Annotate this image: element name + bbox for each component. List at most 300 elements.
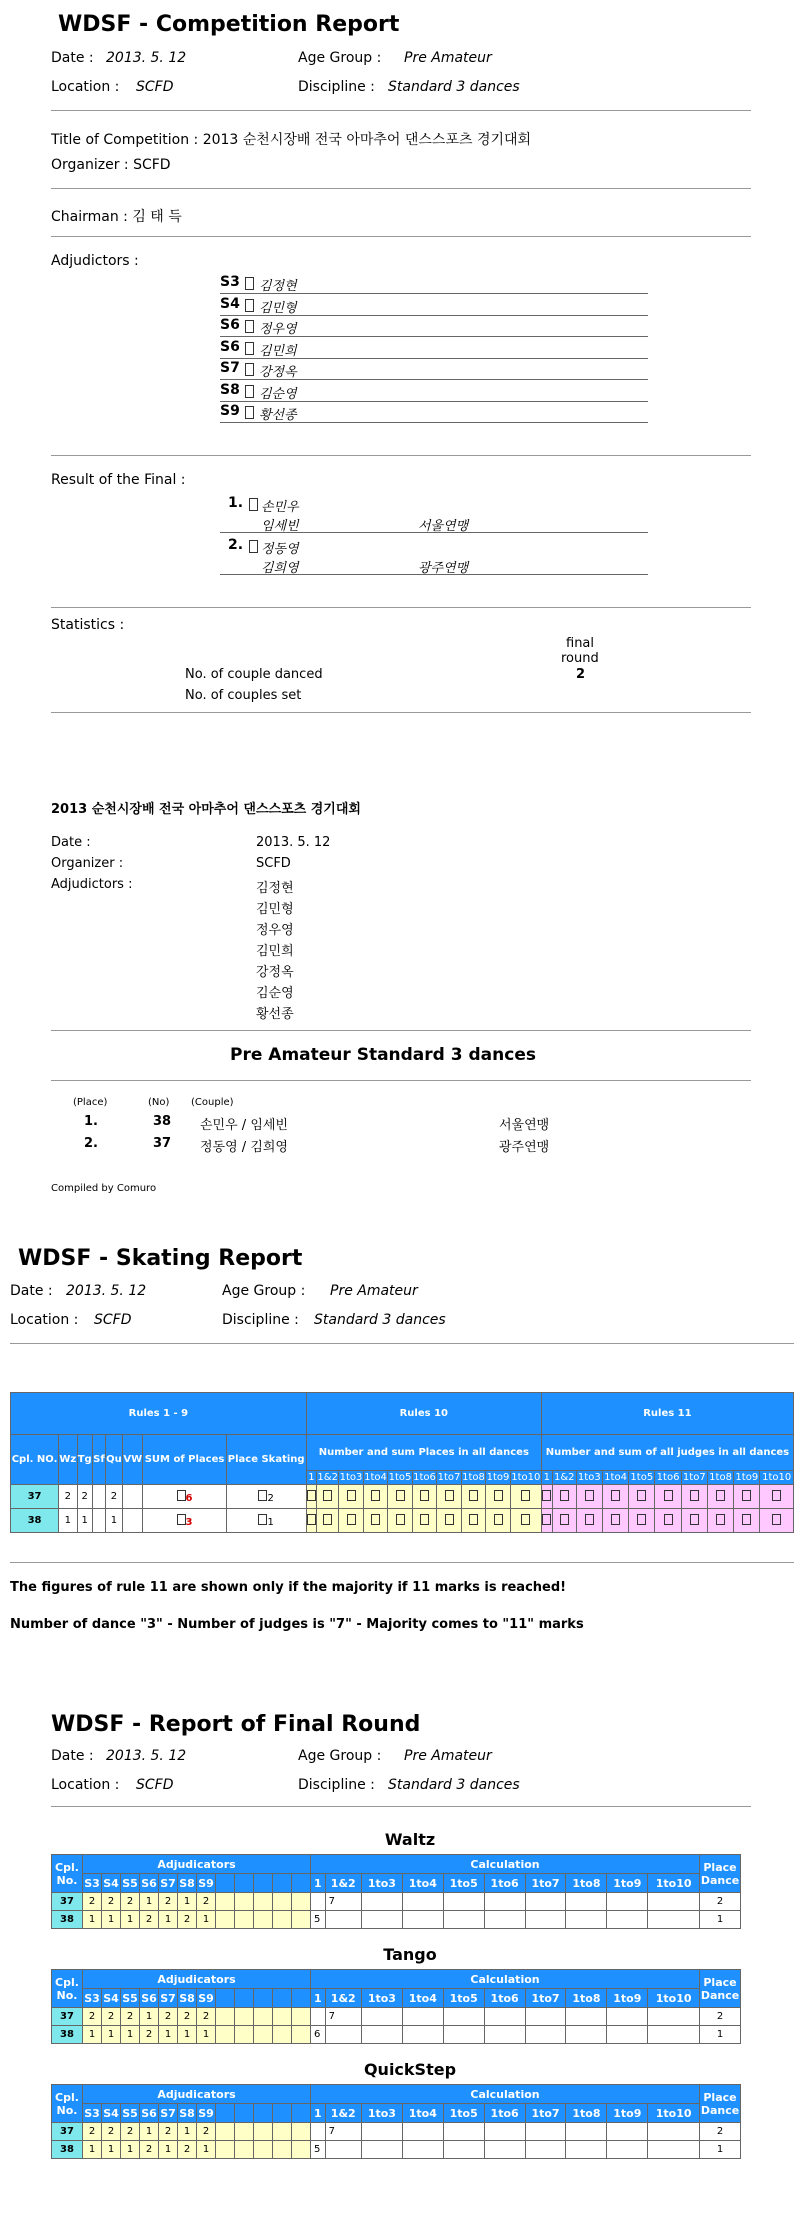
competition-title: Title of Competition : 2013 순천시장배 전국 아마추어 댄스스포츠 경기대회 — [51, 132, 532, 148]
fr-date: 2013. 5. 12 — [106, 1748, 187, 1764]
rule11-cell — [541, 1509, 552, 1533]
judge-header: S8 — [178, 1989, 197, 2008]
summary-adjudicator: 김순영 — [256, 986, 294, 1001]
rule10-cell — [339, 1509, 364, 1533]
summary-club: 서울연맹 — [499, 1118, 550, 1133]
calc-col-header: 1to4 — [402, 1989, 443, 2008]
judge-mark: 2 — [159, 2123, 178, 2141]
cpl-no-header: Cpl. No. — [52, 1855, 83, 1893]
rule11-cell — [629, 1485, 655, 1509]
rule10-cell — [306, 1485, 316, 1509]
empty-judge-cell — [254, 1911, 273, 1929]
calc-col-header: 1to4 — [402, 2104, 443, 2123]
judge-mark: 1 — [178, 2123, 197, 2141]
judge-header: S9 — [197, 1874, 216, 1893]
calc-cell — [525, 2008, 566, 2026]
dance-title: Waltz — [384, 1830, 436, 1849]
place-dance: 2 — [700, 2008, 741, 2026]
skating-note-2: Number of dance "3" - Number of judges is "7" - Majority comes to "11" marks — [10, 1617, 584, 1632]
empty-judge-cell — [292, 2008, 311, 2026]
final-label: final — [566, 636, 595, 651]
adjudicator-name: 강정옥 — [259, 365, 297, 380]
summary-couple: 손민우 / 임세빈 — [200, 1118, 288, 1133]
calc-cell — [484, 1893, 525, 1911]
box-icon — [469, 1514, 478, 1525]
empty-judge-cell — [235, 1911, 254, 1929]
rule11-cell — [734, 1485, 760, 1509]
discipline-label: Discipline : — [298, 79, 375, 95]
place-dance: 1 — [700, 2141, 741, 2159]
statistics-label: Statistics : — [51, 617, 125, 633]
cpl-no-header: Cpl. NO. — [11, 1435, 59, 1485]
result-place: 1. — [228, 495, 244, 511]
calc-col-header: 1to10 — [511, 1472, 541, 1483]
calc-col-header: 1&2 — [317, 1472, 338, 1483]
adjudicator-name: 김정현 — [259, 279, 297, 294]
date-value: 2013. 5. 12 — [106, 50, 187, 66]
compiled-by: Compiled by Comuro — [51, 1183, 157, 1194]
judge-header: S3 — [83, 1874, 102, 1893]
calc-cell — [361, 2008, 402, 2026]
empty-judge-cell — [254, 1893, 273, 1911]
adjudicator-code: S6 — [220, 317, 240, 333]
rule11-cell — [655, 1485, 681, 1509]
box-icon — [249, 540, 258, 553]
box-icon — [494, 1490, 503, 1501]
calc-col-header: 1 — [541, 1471, 552, 1485]
empty-judge-header — [254, 1989, 273, 2008]
adjudicator-name: 김민희 — [259, 343, 297, 359]
rule10-cell — [461, 1485, 486, 1509]
summary-adjudicator: 정우영 — [256, 923, 294, 938]
box-icon — [560, 1490, 569, 1501]
rule10-cell — [437, 1509, 462, 1533]
rule10-cell — [363, 1509, 388, 1533]
calc-cell — [325, 2026, 361, 2044]
calc-cell — [607, 2123, 648, 2141]
col-no-header: (No) — [148, 1097, 170, 1108]
calc-col-header: 1to5 — [388, 1472, 412, 1483]
calc-cell — [525, 2141, 566, 2159]
calc-col-header: 1to5 — [443, 1989, 484, 2008]
box-icon — [690, 1514, 699, 1525]
calc-col-header: 1to10 — [648, 1989, 700, 2008]
skating-date: 2013. 5. 12 — [66, 1283, 147, 1299]
cpl-no-header: Cpl. No. — [52, 2085, 83, 2123]
rule10-cell — [339, 1485, 364, 1509]
summary-place: 2. — [84, 1136, 98, 1151]
place-skating — [226, 1509, 306, 1533]
empty-judge-header — [273, 2104, 292, 2123]
adjudicator-name: 황선종 — [259, 408, 297, 423]
place-skating-header: Place Skating — [226, 1435, 306, 1485]
rule11-cell — [707, 1485, 733, 1509]
calc-cell — [566, 1911, 607, 1929]
calc-col-header: 1to3 — [361, 2104, 402, 2123]
summary-adjudicator: 김민희 — [256, 944, 294, 959]
empty-judge-cell — [216, 2008, 235, 2026]
judge-mark: 2 — [178, 1911, 197, 1929]
box-icon — [637, 1490, 646, 1501]
empty-judge-header — [216, 1874, 235, 1893]
calc-cell — [525, 2123, 566, 2141]
judge-mark: 2 — [83, 2123, 102, 2141]
calc-col-header: 1to5 — [443, 1874, 484, 1893]
box-icon — [445, 1514, 454, 1525]
couple-number: 37 — [52, 2008, 83, 2026]
judge-mark: 2 — [178, 2141, 197, 2159]
calc-cell — [566, 2141, 607, 2159]
calc-cell — [484, 2141, 525, 2159]
box-icon — [396, 1490, 405, 1501]
calc-cell — [607, 2008, 648, 2026]
empty-judge-cell — [292, 2141, 311, 2159]
chairman-line: Chairman : 김 태 득 — [51, 209, 182, 225]
adjudicator-code: S6 — [220, 338, 240, 355]
couples-set-label: No. of couples set — [185, 688, 302, 703]
empty-judge-cell — [216, 2123, 235, 2141]
calc-cell — [361, 2123, 402, 2141]
rule11-cell — [707, 1509, 733, 1533]
result-line — [220, 574, 648, 575]
rule10-cell — [388, 1509, 413, 1533]
judge-mark: 2 — [197, 1893, 216, 1911]
calc-cell — [566, 2026, 607, 2044]
judge-header: S6 — [140, 1989, 159, 2008]
calc-cell — [402, 2008, 443, 2026]
judge-mark: 2 — [102, 2008, 121, 2026]
box-icon — [521, 1514, 530, 1525]
calc-cell: 5 — [311, 2141, 326, 2159]
result-follower: 김희영 — [261, 561, 299, 576]
rule11-cell — [602, 1485, 628, 1509]
rule11-sub-header: Number and sum of all judges in all dances — [541, 1435, 793, 1471]
empty-judge-cell — [216, 1893, 235, 1911]
box-icon — [469, 1490, 478, 1501]
summary-date-label: Date : — [51, 835, 91, 850]
calc-cell — [443, 2008, 484, 2026]
calc-col-header: 1&2 — [325, 1989, 361, 2008]
sum-of-places — [143, 1485, 226, 1509]
judge-mark: 2 — [102, 2123, 121, 2141]
calc-col-header: 1to10 — [648, 1874, 700, 1893]
calc-col-header: 1to9 — [607, 2104, 648, 2123]
calc-col-header: 1to6 — [484, 1874, 525, 1893]
box-icon — [420, 1490, 429, 1501]
calc-cell — [311, 2008, 326, 2026]
judge-header: S4 — [102, 2104, 121, 2123]
adjudicator-code: S4 — [220, 295, 240, 312]
judge-mark: 1 — [140, 2008, 159, 2026]
cpl-no-header: Cpl. No. — [52, 1970, 83, 2008]
dance-place — [123, 1485, 143, 1509]
location-value: SCFD — [136, 79, 174, 95]
calc-col-header: 1&2 — [325, 1874, 361, 1893]
judge-mark: 1 — [197, 1911, 216, 1929]
place-dance-header: Place Dance — [700, 1970, 741, 2008]
box-icon — [560, 1514, 569, 1525]
box-icon — [742, 1490, 751, 1501]
judge-header: S8 — [178, 1874, 197, 1893]
judge-header: S3 — [83, 2104, 102, 2123]
box-icon — [396, 1514, 405, 1525]
empty-judge-cell — [216, 2141, 235, 2159]
box-icon — [371, 1514, 380, 1525]
summary-no: 38 — [153, 1114, 172, 1129]
rule11-cell — [760, 1509, 794, 1533]
rule10-cell — [510, 1485, 541, 1509]
col-place-header: (Place) — [73, 1097, 108, 1108]
rule10-cell — [317, 1485, 339, 1509]
judge-mark: 1 — [102, 1911, 121, 1929]
adjudicator-line — [220, 379, 648, 380]
summary-adjudicator: 황선종 — [256, 1007, 294, 1022]
adjudicator-line — [220, 336, 648, 337]
final-round-table — [51, 1854, 741, 1929]
judge-mark: 2 — [197, 2123, 216, 2141]
result-club: 광주연맹 — [418, 561, 469, 576]
judge-mark: 2 — [140, 1911, 159, 1929]
date-label: Date : — [51, 50, 94, 66]
couple-number: 37 — [52, 2123, 83, 2141]
calc-cell — [443, 2026, 484, 2044]
empty-judge-cell — [273, 2123, 292, 2141]
couple-number: 38 — [52, 2026, 83, 2044]
judge-mark: 1 — [140, 2123, 159, 2141]
location-label: Location : — [51, 79, 120, 95]
empty-judge-cell — [254, 2123, 273, 2141]
rule10-sub-header: Number and sum Places in all dances — [306, 1435, 541, 1471]
rule11-cell — [681, 1509, 707, 1533]
calc-col-header: 1to7 — [682, 1472, 706, 1483]
result-follower: 임세빈 — [261, 519, 299, 534]
calc-cell — [607, 2026, 648, 2044]
empty-judge-cell — [235, 2141, 254, 2159]
adjudicators-label: Adjudictors : — [51, 253, 139, 269]
calc-col-header: 1to9 — [607, 1874, 648, 1893]
summary-organizer-label: Organizer : — [51, 856, 124, 871]
summary-no: 37 — [153, 1136, 172, 1151]
summary-adjudicator: 김정현 — [256, 881, 294, 896]
empty-judge-cell — [254, 2141, 273, 2159]
calc-cell — [607, 2141, 648, 2159]
adjudicators-header: Adjudicators — [83, 1855, 311, 1874]
sum-value: 3 — [185, 1516, 193, 1528]
dance-header: Qu — [105, 1435, 122, 1485]
rule11-cell — [629, 1509, 655, 1533]
box-icon — [521, 1490, 530, 1501]
box-icon — [245, 406, 254, 419]
place-value: 1 — [267, 1516, 274, 1528]
judge-mark: 1 — [140, 1893, 159, 1911]
judge-mark: 2 — [83, 2008, 102, 2026]
calc-cell — [361, 1893, 402, 1911]
calc-col-header: 1to10 — [648, 2104, 700, 2123]
adjudicator-code: S8 — [220, 381, 240, 398]
organizer-line: Organizer : SCFD — [51, 157, 171, 173]
box-icon — [542, 1490, 551, 1501]
calc-col-header: 1to4 — [402, 1874, 443, 1893]
calc-cell: 5 — [311, 1911, 326, 1929]
calc-col-header: 1to8 — [709, 1472, 732, 1483]
adjudicator-name: 김순영 — [259, 386, 297, 402]
calculation-header: Calculation — [311, 1970, 700, 1989]
judge-mark: 1 — [102, 2026, 121, 2044]
couple-number: 38 — [11, 1509, 59, 1533]
summary-organizer: SCFD — [256, 856, 291, 871]
judge-mark: 1 — [197, 2141, 216, 2159]
discipline-value: Standard 3 dances — [388, 79, 520, 95]
judge-mark: 1 — [159, 2141, 178, 2159]
competition-report-title: WDSF - Competition Report — [58, 12, 400, 37]
couple-number: 38 — [52, 1911, 83, 1929]
judge-mark: 2 — [102, 1893, 121, 1911]
result-line — [220, 532, 648, 533]
dance-place: 1 — [105, 1509, 122, 1533]
calc-cell — [311, 2123, 326, 2141]
judge-mark: 1 — [159, 2026, 178, 2044]
age-group-label: Age Group : — [298, 50, 382, 66]
fr-location-label: Location : — [51, 1777, 120, 1793]
box-icon — [716, 1514, 725, 1525]
calc-col-header: 1to9 — [607, 1989, 648, 2008]
calc-col-header: 1to10 — [760, 1471, 794, 1485]
calc-col-header: 1 — [308, 1472, 315, 1483]
judge-mark: 2 — [140, 2026, 159, 2044]
fr-discipline-label: Discipline : — [298, 1777, 375, 1793]
summary-adjudicators-label: Adjudictors : — [51, 877, 133, 892]
box-icon — [307, 1490, 316, 1501]
box-icon — [371, 1490, 380, 1501]
calc-cell: 7 — [325, 2123, 361, 2141]
round-label: round — [561, 651, 599, 666]
adjudicator-line — [220, 358, 648, 359]
judge-mark: 2 — [83, 1893, 102, 1911]
calc-cell — [443, 1893, 484, 1911]
box-icon — [245, 320, 254, 333]
result-place: 2. — [228, 537, 244, 553]
empty-judge-cell — [216, 1911, 235, 1929]
adjudicator-code: S9 — [220, 403, 240, 419]
adjudicator-line — [220, 401, 648, 402]
empty-judge-cell — [273, 2026, 292, 2044]
calc-col-header: 1to7 — [525, 1989, 566, 2008]
calc-cell — [566, 2008, 607, 2026]
couples-danced-label: No. of couple danced — [185, 667, 323, 682]
judge-header: S9 — [197, 2104, 216, 2123]
adjudicator-name: 정우영 — [259, 322, 297, 337]
rule11-cell — [576, 1509, 602, 1533]
empty-judge-cell — [292, 2026, 311, 2044]
calc-col-header: 1to7 — [525, 2104, 566, 2123]
judge-header: S7 — [159, 1874, 178, 1893]
adjudicator-name: 김민형 — [259, 300, 297, 316]
calc-cell — [607, 1911, 648, 1929]
place-dance-header: Place Dance — [700, 2085, 741, 2123]
adjudicator-line — [220, 422, 648, 423]
box-icon — [245, 299, 254, 312]
calc-cell — [484, 1911, 525, 1929]
box-icon — [742, 1514, 751, 1525]
box-icon — [542, 1514, 551, 1525]
judge-mark: 2 — [159, 2008, 178, 2026]
calc-col-header: 1&2 — [325, 2104, 361, 2123]
box-icon — [716, 1490, 725, 1501]
box-icon — [585, 1514, 594, 1525]
box-icon — [323, 1490, 332, 1501]
box-icon — [690, 1490, 699, 1501]
box-icon — [772, 1514, 781, 1525]
calculation-header: Calculation — [311, 1855, 700, 1874]
result-label: Result of the Final : — [51, 472, 186, 488]
dance-place: 1 — [59, 1509, 77, 1533]
dance-title: QuickStep — [363, 2060, 457, 2079]
empty-judge-header — [235, 1874, 254, 1893]
box-icon — [420, 1514, 429, 1525]
box-icon — [177, 1490, 186, 1501]
judge-header: S9 — [197, 1989, 216, 2008]
box-icon — [611, 1514, 620, 1525]
final-round-title: WDSF - Report of Final Round — [51, 1712, 421, 1737]
couple-number: 38 — [52, 2141, 83, 2159]
calc-col-header: 1to5 — [630, 1472, 654, 1483]
dance-place: 2 — [59, 1485, 77, 1509]
rule11-cell — [552, 1509, 576, 1533]
rule10-cell — [317, 1509, 339, 1533]
calculation-header: Calculation — [311, 2085, 700, 2104]
age-group-value: Pre Amateur — [404, 50, 492, 66]
judge-header: S4 — [102, 1989, 121, 2008]
rule10-cell — [486, 1485, 511, 1509]
empty-judge-cell — [273, 2141, 292, 2159]
judge-mark: 2 — [197, 2008, 216, 2026]
calc-col-header: 1to6 — [656, 1472, 680, 1483]
calc-cell — [525, 1893, 566, 1911]
judge-mark: 1 — [83, 1911, 102, 1929]
rule10-cell — [412, 1485, 437, 1509]
calc-cell — [361, 2141, 402, 2159]
judge-header: S5 — [121, 1874, 140, 1893]
rule11-cell — [552, 1485, 576, 1509]
judge-mark: 2 — [159, 1893, 178, 1911]
place-dance: 1 — [700, 2026, 741, 2044]
judge-header: S5 — [121, 2104, 140, 2123]
rule10-cell — [363, 1485, 388, 1509]
place-dance: 2 — [700, 1893, 741, 1911]
judge-header: S7 — [159, 1989, 178, 2008]
calc-col-header: 1to3 — [577, 1472, 601, 1483]
calc-col-header: 1to9 — [486, 1472, 510, 1483]
calc-col-header: 1 — [311, 1874, 326, 1893]
box-icon — [445, 1490, 454, 1501]
judge-mark: 1 — [121, 1911, 140, 1929]
calc-cell — [566, 2123, 607, 2141]
summary-place: 1. — [84, 1114, 98, 1129]
place-dance-header: Place Dance — [700, 1855, 741, 1893]
rule10-cell — [388, 1485, 413, 1509]
calc-col-header: 1to8 — [566, 2104, 607, 2123]
empty-judge-header — [216, 2104, 235, 2123]
place-skating — [226, 1485, 306, 1509]
empty-judge-header — [216, 1989, 235, 2008]
box-icon — [323, 1514, 332, 1525]
adjudicator-code: S7 — [220, 360, 240, 376]
sum-value: 6 — [185, 1492, 193, 1504]
empty-judge-header — [292, 1874, 311, 1893]
dance-title: Tango — [383, 1945, 437, 1964]
calc-col-header: 1 — [311, 2104, 326, 2123]
skating-location: SCFD — [94, 1312, 132, 1328]
